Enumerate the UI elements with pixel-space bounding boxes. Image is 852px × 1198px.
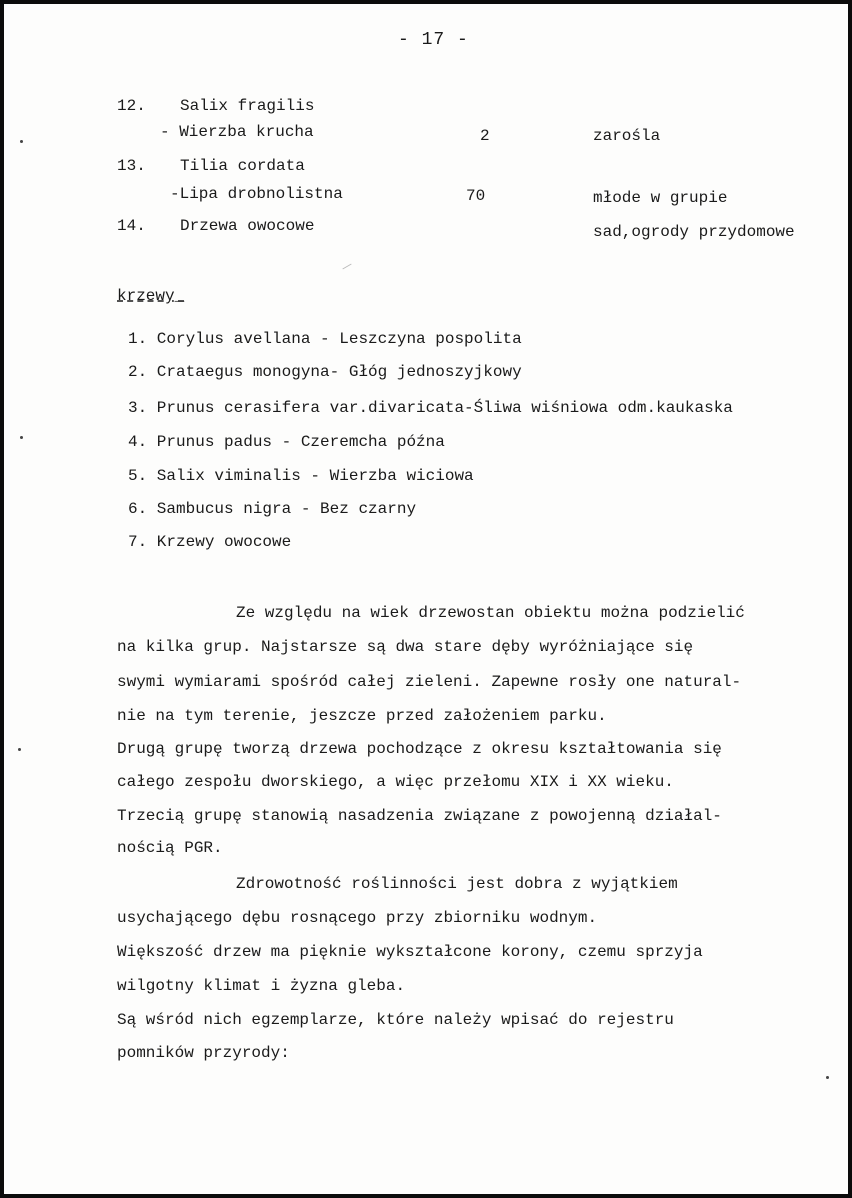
tree-14-number: 14. [117,217,146,235]
paragraph1-line-6: całego zespołu dworskiego, a więc przełomu XIX i XX wieku. [117,773,674,791]
margin-speck [18,748,21,751]
margin-speck [20,140,23,143]
paragraph2-line-5: Są wśród nich egzemplarze, które należy wpisać do rejestru [117,1011,674,1029]
paragraph2-line-3: Większość drzew ma pięknie wykształcone korony, czemu sprzyja [117,943,703,961]
tree-12-number: 12. [117,97,146,115]
shrub-item-6: 6. Sambucus nigra - Bez czarny [128,500,417,518]
shrub-item-5: 5. Salix viminalis - Wierzba wiciowa [128,467,474,485]
margin-speck [826,1076,829,1079]
paragraph1-line-7: Trzecią grupę stanowią nasadzenia związane z powojenną działal- [117,807,722,825]
paragraph1-line-1: Ze względu na wiek drzewostan obiektu można podzielić [236,604,745,622]
tree-13-count: 70 [466,187,486,205]
tree-13-polish: -Lipa drobnolistna [170,185,343,203]
tree-12-latin: Salix fragilis [180,97,315,115]
tree-13-note: młode w grupie [593,189,728,207]
paragraph1-line-4: nie na tym terenie, jeszcze przed założeniem parku. [117,707,607,725]
shrubs-heading: krzewy_ [117,287,185,305]
paragraph1-line-3: swymi wymiarami spośród całej zieleni. Zapewne rosły one natural- [117,673,742,691]
shrub-item-7: 7. Krzewy owocowe [128,533,292,551]
paragraph2-line-4: wilgotny klimat i żyzna gleba. [117,977,406,995]
paragraph1-line-8: nością PGR. [117,839,223,857]
shrub-item-1: 1. Corylus avellana - Leszczyna pospolita [128,330,522,348]
stray-mark [342,264,351,270]
tree-12-note: zarośla [593,127,661,145]
shrub-item-2: 2. Crataegus monogyna- Głóg jednoszyjkowy [128,363,522,381]
paragraph2-line-2: usychającego dębu rosnącego przy zbiorniku wodnym. [117,909,598,927]
paragraph1-line-5: Drugą grupę tworzą drzewa pochodzące z okresu kształtowania się [117,740,722,758]
shrub-item-4: 4. Prunus padus - Czeremcha późna [128,433,445,451]
tree-12-polish: - Wierzba krucha [160,123,314,141]
paragraph2-line-1: Zdrowotność roślinności jest dobra z wyjątkiem [236,875,678,893]
tree-14-note: sad,ogrody przydomowe [593,223,795,241]
tree-13-latin: Tilia cordata [180,157,305,175]
paragraph2-line-6: pomników przyrody: [117,1044,290,1062]
margin-speck [20,436,23,439]
tree-13-number: 13. [117,157,146,175]
tree-12-count: 2 [480,127,490,145]
page-number: - 17 - [398,30,469,50]
paragraph1-line-2: na kilka grup. Najstarsze są dwa stare dęby wyróżniające się [117,638,694,656]
tree-14-latin: Drzewa owocowe [180,217,315,235]
shrub-item-3: 3. Prunus cerasifera var.divaricata-Śliwa wiśniowa odm.kaukaska [128,399,733,417]
